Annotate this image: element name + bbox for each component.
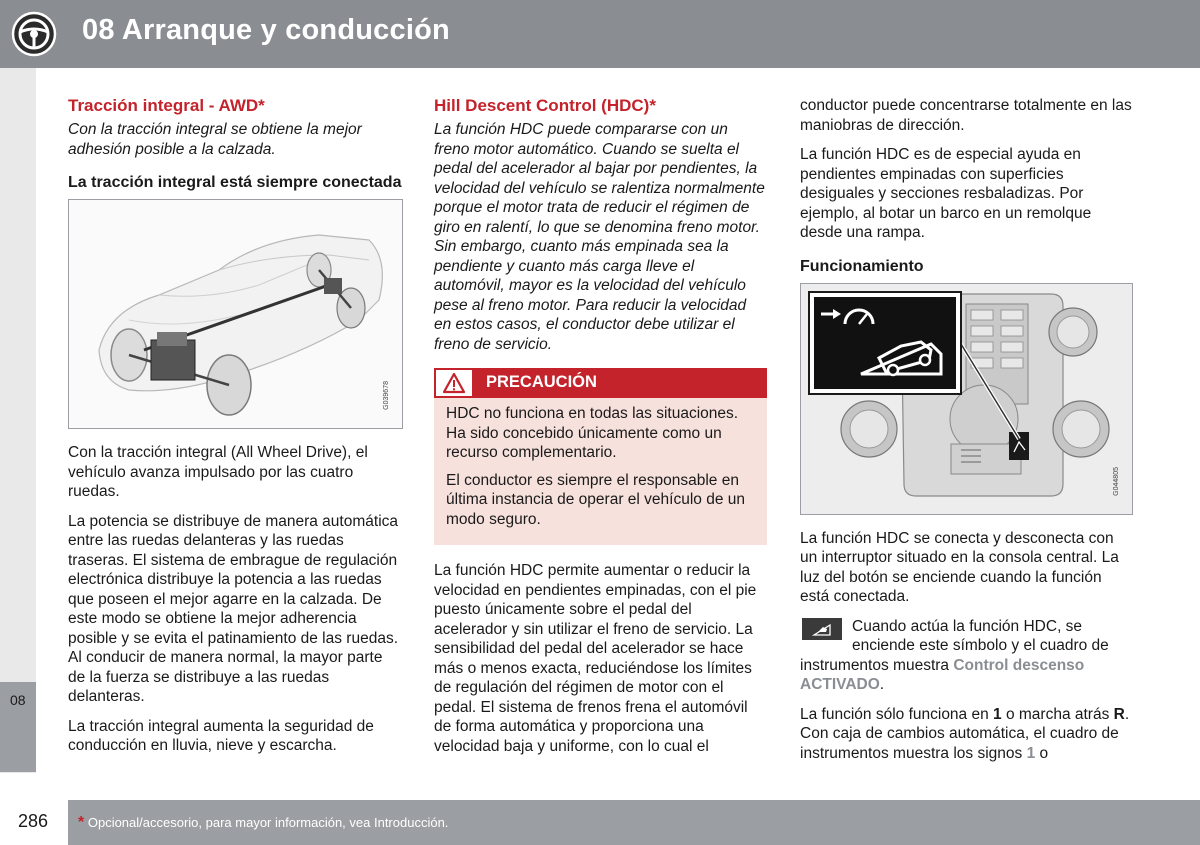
caution-box <box>434 368 767 545</box>
hdc-symbol-icon <box>802 618 842 640</box>
hdc-paragraph-2: La función HDC es de especial ayuda en pendientes empinadas con superficies desiguales y secciones resbaladizas. Por ejemplo, al botar un barco en un remolque desde una rampa. <box>800 146 1092 241</box>
chapter-icon-box <box>0 0 68 68</box>
caution-title: PRECAUCIÓN <box>486 373 597 392</box>
center-console-illustration <box>801 284 1133 515</box>
left-margin-strip <box>0 68 36 773</box>
gear-paragraph <box>800 705 1133 764</box>
operation-heading: Funcionamiento <box>800 257 924 275</box>
footer-note-text: Opcional/accesorio, para mayor información, vea Introducción. <box>84 815 449 830</box>
caution-paragraph-2: El conductor es siempre el responsable en última instancia de operar el vehículo de un modo seguro. <box>446 471 745 528</box>
hdc-intro: La función HDC puede compararse con un freno motor automático. Cuando se suelta el pedal del acelerador al bajar por pendientes, la velocidad del vehículo se ralentiza normalmente porque el motor trata de reducir el régimen de giro en ralentí, lo que se denomina freno motor. Sin embargo, cuanto más empinada sea la pendiente y cuanto más carga lleve el automóvil, mayor es la velocidad del vehículo pese al freno motor. Para reducir la velocidad en estos casos, el conductor debe utilizar el freno de servicio. <box>434 121 765 353</box>
hdc-symbol-paragraph <box>800 617 1133 695</box>
hdc-paragraph-1: La función HDC permite aumentar o reducir la velocidad en pendientes empinadas, con el pie puesto únicamente sobre el pedal del acelerador y sin utilizar el freno de servicio. La sensibilidad del pedal del acelerador se hace más o menos exacta, reduciéndose los límites de regulación del régimen de motor con el pedal. El sistema de frenos frena el automóvil de forma automática y proporciona una velocidad baja y uniforme, con lo cual el <box>434 562 757 755</box>
column-awd <box>68 96 403 766</box>
gear-sign-1: 1 <box>1026 744 1036 762</box>
caution-paragraph-1: HDC no funciona en todas las situaciones. Ha sido concebido únicamente como un recurso complementario. <box>446 405 739 461</box>
caution-header <box>434 368 767 398</box>
car-drivetrain-illustration <box>69 200 403 429</box>
hdc-symbol-text-b: . <box>879 676 885 693</box>
gear-text-c: . Con caja de cambios automática, el cuadro de instrumentos muestra los signos <box>800 705 1130 762</box>
hdc-switch-paragraph: La función HDC se conecta y desconecta con un interruptor situado en la consola central. La luz del botón se enciende cuando la función está conectada. <box>800 529 1119 605</box>
gear-r: R <box>1113 705 1125 723</box>
hdc-active-message: Control descenso ACTIVADO <box>800 656 1085 693</box>
gear-text-b: o marcha atrás <box>1001 705 1114 723</box>
hdc-heading: Hill Descent Control (HDC)* <box>434 96 656 115</box>
hdc-symbol-text-a: Cuando actúa la función HDC, se enciende este símbolo y el cuadro de instrumentos muestra <box>800 617 1109 674</box>
awd-paragraph-2: La potencia se distribuye de manera automática entre las ruedas delanteras y las ruedas traseras. El sistema de embrague de regulación electrónica distribuye la potencia a las ruedas que poseen el mejor agarre en la calzada. De este modo se obtiene la mejor adherencia posible y se evita el patinamiento de las ruedas. Al conducir de manera normal, la mayor parte de la fuerza se distribuye a las ruedas delanteras. <box>68 512 399 705</box>
console-figure <box>800 283 1133 515</box>
awd-paragraph-3: La tracción integral aumenta la seguridad de conducción en lluvia, nieve y escarcha. <box>68 717 374 754</box>
gear-1: 1 <box>993 705 1002 723</box>
gear-text-e: o <box>1035 744 1049 762</box>
awd-heading: Tracción integral - AWD* <box>68 96 265 115</box>
caution-body <box>434 398 767 545</box>
hdc-paragraph-continued: conductor puede concentrarse totalmente en las maniobras de dirección. <box>800 97 1132 134</box>
awd-car-figure <box>68 199 403 429</box>
chapter-tab[interactable] <box>0 682 36 772</box>
figure-code: G039678 <box>382 381 390 410</box>
column-hdc <box>434 96 767 766</box>
awd-intro: Con la tracción integral se obtiene la mejor adhesión posible a la calzada. <box>68 121 362 158</box>
footer-star: * <box>78 814 85 831</box>
gear-text-a: La función sólo funciona en <box>800 705 994 723</box>
column-hdc-continued <box>800 96 1133 773</box>
warning-triangle-icon <box>434 368 474 398</box>
chapter-tab-label: 08 <box>10 692 26 708</box>
awd-paragraph-1: Con la tracción integral (All Wheel Drive), el vehículo avanza impulsado por las cuatro ruedas. <box>68 444 368 500</box>
figure-code: G044805 <box>1112 466 1120 496</box>
steering-wheel-icon <box>10 10 58 58</box>
page-number: 286 <box>18 811 49 831</box>
awd-sub-heading: La tracción integral está siempre conectada <box>68 174 402 191</box>
page-title: 08 Arranque y conducción <box>82 14 450 46</box>
footer-note <box>78 814 448 832</box>
